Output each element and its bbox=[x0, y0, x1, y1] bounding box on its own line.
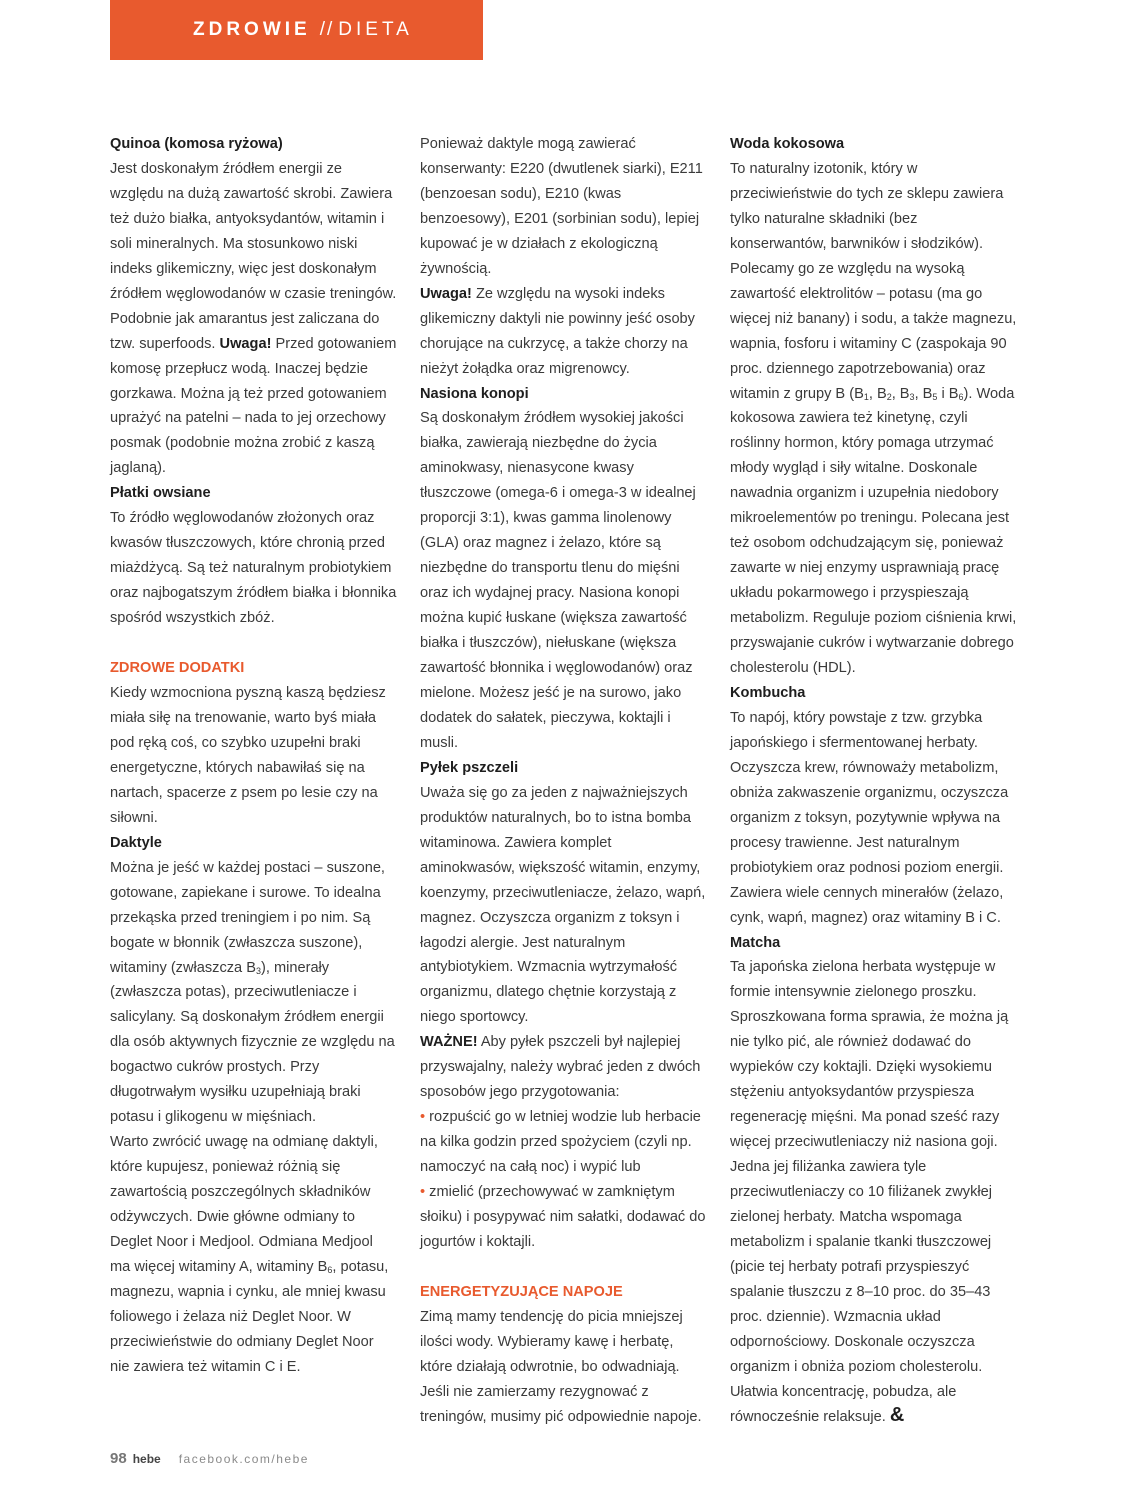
pollen-important: WAŻNE! bbox=[420, 1034, 478, 1051]
kombucha-paragraph: To napój, który powstaje z tzw. grzybka japońskiego i sfermentowanej herbaty. Oczyszcza krew, równoważy metabolizm, obniża zakwaszenie organizmu, oczyszcza organizm z toksyn, pozytywnie wpływa na procesy trawienne. Jest naturalnym probiotykiem oraz podnosi poziom energii. Zawiera wiele cennych minerałów (żelazo, cynk, wapń, magnez) oraz witaminy B i C. bbox=[730, 709, 1009, 926]
bullet-icon: • bbox=[420, 1109, 426, 1126]
hemp-paragraph: Są doskonałym źródłem wysokiej jakości białka, zawierają niezbędne do życia aminokwasy, nienasycone kwasy tłuszczowe (omega-6 i omega-3 w idealnej proporcji 3:1), kwas gamma linolenowy (GLA) oraz magnez i żelazo, które są niezbędne do transportu tlenu do mięśni oraz ich wydajnej pracy. Nasiona konopi można kupić łuskane (większa zawartość białka i tłuszczów), niełuskane (większa zawartość błonnika i węglowodanów) oraz mielone. Możesz jeść je na surowo, jako dodatek do sałatek, pieczywa, koktajli i musli. bbox=[420, 410, 696, 751]
pollen-heading: Pyłek pszczeli bbox=[420, 759, 519, 776]
matcha-heading: Matcha bbox=[730, 934, 781, 951]
pollen-paragraph: Uważa się go za jeden z najważniejszych produktów naturalnych, bo to istna bomba witaminowa. Zawiera komplet aminokwasów, większość witamin, enzymy, koenzymy, przeciwutleniacze, żelazo, wapń, magnez. Oczyszcza organizm z toksyn i łagodzi alergie. Jest naturalnym antybiotykiem. Wzmacnia wytrzymałość organizmu, dlatego chętnie korzystają z niego sportowcy. bbox=[420, 784, 706, 1026]
healthy-extras-heading: ZDROWE DODATKI bbox=[110, 660, 245, 677]
dates-warning-paragraph: Uwaga! Ze względu na wysoki indeks glikemiczny daktyli nie powinny jeść osoby chorujące na cukrzycę, a także chorzy na nieżyt żołądka oraz migrenowcy. bbox=[420, 285, 695, 377]
coconut-water-paragraph: To naturalny izotonik, który w przeciwieństwie do tych ze sklepu zawiera tylko naturalne składniki (bez konserwantów, barwników i słodzików). Polecamy go ze względu na wysoką zawartość elektrolitów – potasu (ma go więcej niż banany) i sodu, a także magnezu, wapnia, fosforu i witaminy C (zaspokaja 90 proc. dziennego zapotrzebowania) oraz witamin z grupy B ($B_1$, $B_2$, $B_3$, $B_5$ i $B_6$). Woda kokosowa zawiera też kinetynę, czyli roślinny hormon, który pomaga utrzymać młody wygląd i siły witalne. Doskonale nawadnia organizm i uzupełnia niedobory mikroelementów po treningu. Polecana jest też osobom odchudzającym się, ponieważ zawarte w niej enzymy usprawniają pracę układu pokarmowego i przyspieszają metabolizm. Reguluje poziom ciśnienia krwi, przyswajanie cukrów i wytwarzanie dobrego cholesterolu (HDL). bbox=[730, 160, 1017, 677]
dates-paragraph-2: Warto zwrócić uwagę na odmianę daktyli, które kupujesz, ponieważ różnią się zawartością poszczególnych składników odżywczych. Dwie główne odmiany to Deglet Noor i Medjool. Odmiana Medjool ma więcej witaminy A, witaminy $B_6$, potasu, magnezu, wapnia i cynku, ale mniej kwasu foliowego i żelaza niż Deglet Noor. W przeciwieństwie do odmiany Deglet Noor nie zawiera też witamin C i E. bbox=[110, 1134, 389, 1375]
section-label: ZDROWIE bbox=[193, 19, 311, 40]
page-footer bbox=[110, 1450, 309, 1467]
quinoa-warning: Uwaga! bbox=[219, 335, 272, 352]
end-mark-icon: & bbox=[889, 1403, 905, 1426]
dates-paragraph: Można je jeść w każdej postaci – suszone, gotowane, zapiekane i surowe. To idealna przekąska przed treningiem i po nim. Są bogate w błonnik (zwłaszcza suszone), witaminy (zwłaszcza $B_3$), minerały (zwłaszcza potas), przeciwutleniacze i salicylany. Są doskonałym źródłem energii dla osób aktywnych fizycznie ze względu na bogactwo cukrów prostych. Przy długotrwałym wysiłku uzupełniają braki potasu i glikogenu w mięśniach. bbox=[110, 859, 395, 1126]
pollen-bullet-2: • zmielić (przechowywać w zamkniętym słoiku) i posypywać nim sałatki, dodawać do jogurtów i koktajli. bbox=[420, 1184, 706, 1250]
dates-heading: Daktyle bbox=[110, 834, 162, 851]
article-column-2 bbox=[420, 132, 707, 1430]
energy-drinks-intro: Zimą mamy tendencję do picia mniejszej ilości wody. Wybieramy kawę i herbatę, które działają odwrotnie, bo odwadniają. Jeśli nie zamierzamy rezygnować z treningów, musimy pić odpowiednie napoje. bbox=[420, 1308, 702, 1425]
oats-paragraph: To źródło węglowodanów złożonych oraz kwasów tłuszczowych, które chronią przed miażdżycą. Są też naturalnym probiotykiem oraz najbogatszym źródłem białka i błonnika spośród wszystkich zbóż. bbox=[110, 510, 397, 627]
dates-continued: Ponieważ daktyle mogą zawierać konserwanty: E220 (dwutlenek siarki), E211 (benzoesan sodu), E210 (kwas benzoesowy), E201 (sorbinian sodu), lepiej kupować je w działach z ekologiczną żywnością. bbox=[420, 136, 703, 277]
subsection-label: DIETA bbox=[338, 19, 413, 40]
dates-warning: Uwaga! bbox=[420, 285, 472, 302]
section-header bbox=[110, 0, 483, 60]
kombucha-heading: Kombucha bbox=[730, 684, 806, 701]
article-column-1 bbox=[110, 132, 397, 1380]
matcha-paragraph: Ta japońska zielona herbata występuje w formie intensywnie zielonego proszku. Sproszkowana forma sprawia, że można ją nie tylko pić, ale również dodawać do wypieków czy koktajli. Dzięki wysokiemu stężeniu antyoksydantów przyspiesza regenerację mięśni. Ma ponad sześć razy więcej przeciwutleniaczy niż nasiona goji. Jedna jej filiżanka zawiera tyle przeciwutleniaczy co 10 filiżanek zwykłej zielonej herbaty. Matcha wspomaga metabolizm i spalanie tkanki tłuszczowej (picie tej herbaty potrafi przyspieszyć spalanie tłuszczu z 8–10 proc. do 35–43 proc. dziennie). Wzmacnia układ odpornościowy. Doskonale oczyszcza organizm i obniża poziom cholesterolu. Ułatwia koncentrację, pobudza, ale równocześnie relaksuje. & bbox=[730, 959, 1009, 1426]
article-column-3 bbox=[730, 132, 1017, 1430]
page-number: 98 bbox=[110, 1450, 127, 1467]
energy-drinks-heading: ENERGETYZUJĄCE NAPOJE bbox=[420, 1283, 623, 1300]
bullet-icon: • bbox=[420, 1184, 426, 1201]
facebook-link[interactable]: facebook.com/hebe bbox=[178, 1452, 309, 1466]
oats-heading: Płatki owsiane bbox=[110, 485, 211, 502]
quinoa-paragraph: Jest doskonałym źródłem energii ze względu na dużą zawartość skrobi. Zawiera też dużo białka, antyoksydantów, witamin i soli mineralnych. Ma stosunkowo niski indeks glikemiczny, więc jest doskonałym źródłem węglowodanów w czasie treningów. Podobnie jak amarantus jest zaliczana do tzw. superfoods. Uwaga! Przed gotowaniem komosę przepłucz wodą. Inaczej będzie gorzkawa. Można ją też przed gotowaniem uprażyć na patelni – nada to jej orzechowy posmak (podobnie można zrobić z kaszą jaglaną). bbox=[110, 160, 397, 477]
hemp-heading: Nasiona konopi bbox=[420, 385, 529, 402]
section-separator: // bbox=[319, 19, 335, 40]
healthy-extras-intro: Kiedy wzmocniona pyszną kaszą będziesz miała siłę na trenowanie, warto byś miała pod ręką coś, co szybko uzupełni braki energetyczne, których nabawiłaś się na nartach, spacerze z psem po lesie czy na siłowni. bbox=[110, 685, 386, 826]
pollen-important-paragraph: WAŻNE! Aby pyłek pszczeli był najlepiej przyswajalny, należy wybrać jeden z dwóch sposobów jego przygotowania: bbox=[420, 1034, 701, 1101]
brand-logo: hebe bbox=[132, 1452, 161, 1466]
pollen-bullet-1: • rozpuścić go w letniej wodzie lub herbacie na kilka godzin przed spożyciem (czyli np. namoczyć na całą noc) i wypić lub bbox=[420, 1109, 701, 1176]
coconut-water-heading: Woda kokosowa bbox=[730, 136, 845, 152]
quinoa-heading: Quinoa (komosa ryżowa) bbox=[110, 136, 283, 152]
